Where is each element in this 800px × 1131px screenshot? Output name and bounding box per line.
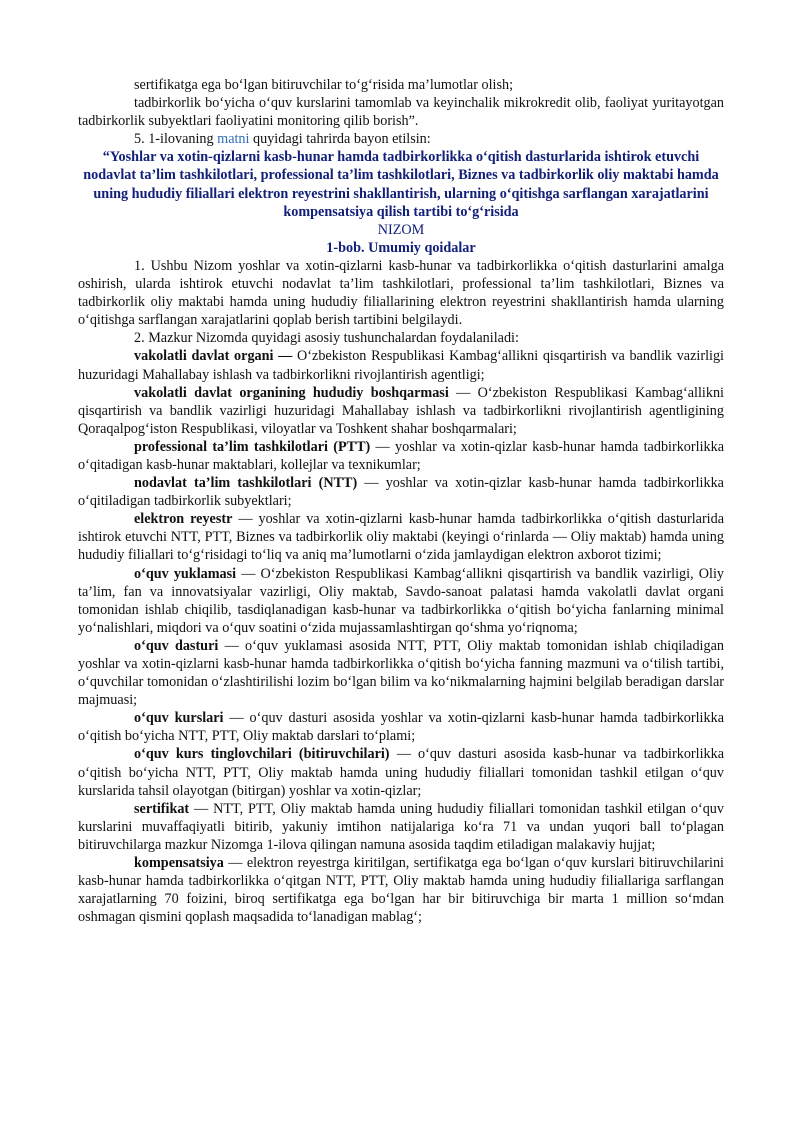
- definition-item: [78, 347, 724, 383]
- definition-item: [78, 637, 724, 709]
- definition-text: O‘zbekiston Respublikasi Kambag‘allikni qisqartirish va bandlik vazirligi huzuridagi Mahallabay ishlash va tadbirkorlikni rivojlantirish agentligi;: [78, 348, 724, 383]
- definition-text: — elektron reyestrga kiritilgan, sertifikatga ega bo‘lgan o‘quv kurslari bitiruvchilarini kasb-hunar hamda tadbirkorlikka o‘qitgan NTT, PTT, Oliy maktab hamda uning hududiy filiallariga sarflangan xarajatlarning 70 foizini, biroq sertifikatga ega bo‘lgan har bir bitiruvchiga bir marta 1 million so‘mdan oshmagan qismini qoplash maqsadida to‘lanadigan mablag‘;: [78, 855, 724, 926]
- document-page: [78, 76, 724, 926]
- definition-text: — yoshlar va xotin-qizlarni kasb-hunar hamda tadbirkorlikka o‘qitish dasturlarida ishtirok etuvchi NTT, PTT, Biznes va tadbirkorlik oliy maktabi (keyingi o‘rinlarda — Oliy maktab) hamda uning hududiy filiallari to‘g‘risidagi to‘liq va aniq ma’lumotlarni o‘zida jamlaydigan elektron axborot tizimi;: [78, 511, 725, 564]
- paragraph-2: 2. Mazkur Nizomda quyidagi asosiy tushunchalardan foydalaniladi:: [134, 330, 519, 347]
- chapter-title: 1-bob. Umumiy qoidalar: [326, 239, 476, 256]
- amendment-text-after: quyidagi tahrirda bayon etilsin:: [249, 131, 431, 148]
- definition-item: [78, 854, 724, 926]
- definition-text: — o‘quv dasturi asosida kasb-hunar va tadbirkorlikka o‘qitish bo‘yicha NTT, PTT, Oliy maktab hamda uning hududiy filiallari tomonidan tashkil etilgan o‘quv kurslarida tahsil olayotgan (bitirgan) yoshlar va xotin-qizlar;: [78, 746, 725, 799]
- definition-term: o‘quv dasturi: [134, 637, 219, 654]
- definition-term: sertifikat: [134, 800, 190, 817]
- amendment-text-before: 5. 1-ilovaning: [134, 131, 218, 148]
- definition-term: kompensatsiya: [134, 855, 224, 872]
- definition-term: professional ta’lim tashkilotlari (PTT): [134, 438, 371, 455]
- definition-item: [78, 474, 724, 510]
- definition-item: [78, 510, 724, 564]
- matni-link[interactable]: matni: [217, 131, 250, 148]
- definition-term: vakolatli davlat organining hududiy boshqarmasi: [134, 384, 449, 401]
- definition-term: o‘quv kurslari: [134, 710, 224, 727]
- definition-text: — O‘zbekiston Respublikasi Kambag‘allikni qisqartirish va bandlik vazirligi huzuridagi Mahallabay ishlash va tadbirkorlikni rivojlantirish agentligining Qoraqalpog‘iston Respublikasi, viloyatlar va Toshkent shahar boshqarmalari;: [78, 384, 725, 437]
- definition-term: o‘quv yuklamasi: [134, 565, 237, 582]
- definition-text: — NTT, PTT, Oliy maktab hamda uning hududiy filiallari tomonidan tashkil etilgan o‘quv kurslarini muvaffaqiyatli bitirib, yakuniy imtihon natijalariga ko‘ra 71 va undan yuqori ball to‘plagan bitiruvchilarga mazkur Nizomga 1-ilova qilingan namuna asosida taqdim etiladigan malakaviy hujjat;: [78, 800, 724, 853]
- paragraph-1: 1. Ushbu Nizom yoshlar va xotin-qizlarni kasb-hunar va tadbirkorlikka o‘qitish dasturlarini amalga oshirish, ularda ishtirok etuvchi nodavlat ta’lim tashkilotlari, professional ta’lim tashkilotlari, Biznes va tadbirkorlik oliy maktabi hamda uning hududiy filiallarining elektron reyestrini shakllantirish hamda ularning o‘qitishga sarflangan xarajatlarini qoplab berish tartibini belgilaydi.: [78, 257, 724, 329]
- definition-text: — o‘quv dasturi asosida yoshlar va xotin-qizlarni kasb-hunar hamda tadbirkorlikka o‘qitish bo‘yicha NTT, PTT, Oliy maktab darslari to‘plami;: [78, 710, 724, 745]
- definition-item: [78, 745, 724, 799]
- definition-term: elektron reyestr: [134, 511, 233, 528]
- definition-text: — yoshlar va xotin-qizlar kasb-hunar hamda tadbirkorlikka o‘qitiladigan tadbirkorlik subyektlari;: [78, 475, 724, 510]
- definition-item: [78, 709, 724, 745]
- definition-text: — O‘zbekiston Respublikasi Kambag‘allikni qisqartirish va bandlik vazirligi, Oliy ta’lim, fan va innovatsiyalar vazirligi, Oliy maktab, Savdo-sanoat palatasi hamda vakolatli davlat organi tomonidan ishlab chiqilib, tasdiqlanadigan kasb-hunar va tadbirkorlikka o‘qitish bo‘yicha fanlarning minimal yo‘nalishlari, miqdori va o‘quv soatini o‘zida mujassamlashtirgan qo‘shma yo‘riqnoma;: [78, 565, 724, 636]
- definition-item: [78, 384, 724, 438]
- definition-term: vakolatli davlat organi —: [134, 348, 293, 365]
- definition-term: nodavlat ta’lim tashkilotlari (NTT): [134, 475, 358, 492]
- definition-text: — o‘quv yuklamasi asosida NTT, PTT, Oliy maktab tomonidan ishlab chiqiladigan yoshlar va xotin-qizlarni kasb-hunar hamda tadbirkorlikka o‘qitish bo‘yicha fanning mazmuni va o‘tilish tartibi, o‘quvchilar tomonidan o‘zlashtirilishi lozim bo‘lgan bilim va ko‘nikmalarning hajmini belgilab beradigan darslar majmuasi;: [78, 637, 724, 709]
- document-heading: “Yoshlar va xotin-qizlarni kasb-hunar hamda tadbirkorlikka o‘qitish dasturlarida ishtirok etuvchi nodavlat ta’lim tashkilotlari, professional ta’lim tashkilotlari, Biznes va tadbirkorlik oliy maktabi hamda uning hududiy filiallari elektron reyestrini shakllantirish, ularning o‘qitishga sarflangan xarajatlarini kompensatsiya qilish tartibi to‘g‘risida: [83, 149, 719, 220]
- definition-item: [78, 438, 724, 474]
- definition-term: o‘quv kurs tinglovchilari (bitiruvchilari): [134, 746, 390, 763]
- definition-item: [78, 565, 724, 637]
- intro-line-2: tadbirkorlik bo‘yicha o‘quv kurslarini tamomlab va keyinchalik mikrokredit olib, faoliyat yuritayotgan tadbirkorlik subyektlari faoliyatini monitoring qilib borish”.: [78, 95, 724, 130]
- definition-text: — yoshlar va xotin-qizlar kasb-hunar hamda tadbirkorlikka o‘qitadigan kasb-hunar maktablari, kollejlar va texnikumlar;: [78, 438, 724, 473]
- definition-item: [78, 800, 724, 854]
- intro-line-1: sertifikatga ega bo‘lgan bitiruvchilar to‘g‘risida ma’lumotlar olish;: [134, 77, 514, 93]
- nizom-title: NIZOM: [377, 221, 425, 238]
- amendment-line: [78, 130, 724, 148]
